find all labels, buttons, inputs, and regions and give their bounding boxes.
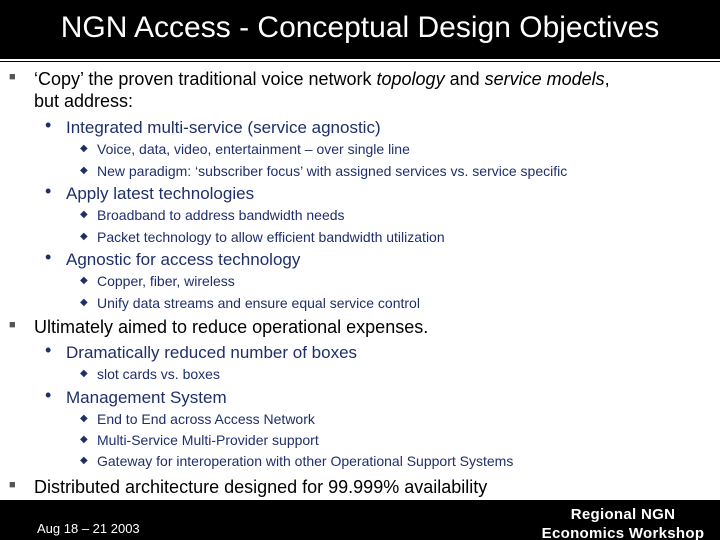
- square-bullet-icon: ■: [9, 71, 16, 83]
- sub-bullet-agnostic: Agnostic for access technology: [66, 250, 301, 269]
- dot-bullet-icon: •: [45, 385, 52, 405]
- sub-sub-bullet: Copper, fiber, wireless: [97, 273, 235, 289]
- bullet-1-text-c: ,: [604, 69, 610, 89]
- dot-bullet-icon: •: [45, 247, 52, 267]
- diamond-bullet-icon: ◆: [80, 455, 88, 466]
- bullet-1-text-a: ‘Copy’ the proven traditional voice network: [34, 69, 377, 89]
- sub-bullet-management: Management System: [66, 388, 227, 407]
- bullet-1-text-service-models: service models: [484, 69, 605, 89]
- diamond-bullet-icon: ◆: [80, 275, 88, 286]
- diamond-bullet-icon: ◆: [80, 209, 88, 220]
- bullet-2: Ultimately aimed to reduce operational expenses.: [34, 317, 429, 337]
- sub-sub-bullet: Voice, data, video, entertainment – over single line: [97, 141, 410, 157]
- bullet-1-line-1: [34, 69, 610, 89]
- dot-bullet-icon: •: [45, 181, 52, 201]
- diamond-bullet-icon: ◆: [80, 231, 88, 242]
- sub-sub-bullet: Broadband to address bandwidth needs: [97, 207, 345, 223]
- sub-sub-bullet: New paradigm: ‘subscriber focus’ with assigned services vs. service specific: [97, 163, 568, 179]
- diamond-bullet-icon: ◆: [80, 413, 88, 424]
- footer-date: Aug 18 – 21 2003: [37, 521, 140, 536]
- diamond-bullet-icon: ◆: [80, 143, 88, 154]
- dot-bullet-icon: •: [45, 340, 52, 360]
- sub-sub-bullet: End to End across Access Network: [97, 411, 315, 427]
- sub-sub-bullet: Gateway for interoperation with other Operational Support Systems: [97, 453, 514, 469]
- dot-bullet-icon: •: [45, 115, 52, 135]
- sub-sub-bullet: Unify data streams and ensure equal service control: [97, 295, 420, 311]
- bullet-3: Distributed architecture designed for 99.999% availability: [34, 477, 488, 497]
- square-bullet-icon: ■: [9, 319, 16, 331]
- footer-workshop-line-2: Economics Workshop: [541, 525, 705, 540]
- sub-bullet-boxes: Dramatically reduced number of boxes: [66, 343, 358, 362]
- sub-sub-bullet: Packet technology to allow efficient bandwidth utilization: [97, 229, 445, 245]
- sub-bullet-integrated: Integrated multi-service (service agnostic): [66, 118, 381, 137]
- sub-sub-bullet: Multi-Service Multi-Provider support: [97, 432, 319, 448]
- bullet-1-text-b: and: [444, 69, 485, 89]
- diamond-bullet-icon: ◆: [80, 165, 88, 176]
- diamond-bullet-icon: ◆: [80, 434, 88, 445]
- bullet-1-text-topology: topology: [376, 69, 445, 89]
- diamond-bullet-icon: ◆: [80, 368, 88, 379]
- slide-title: NGN Access - Conceptual Design Objectives: [60, 11, 660, 44]
- square-bullet-icon: ■: [9, 479, 16, 491]
- sub-bullet-apply: Apply latest technologies: [66, 184, 255, 203]
- sub-sub-bullet: slot cards vs. boxes: [97, 366, 220, 382]
- diamond-bullet-icon: ◆: [80, 297, 88, 308]
- bullet-1-line-2: but address:: [34, 91, 134, 111]
- footer-workshop-line-1: Regional NGN: [570, 506, 676, 523]
- footer-workshop-name: [528, 505, 718, 540]
